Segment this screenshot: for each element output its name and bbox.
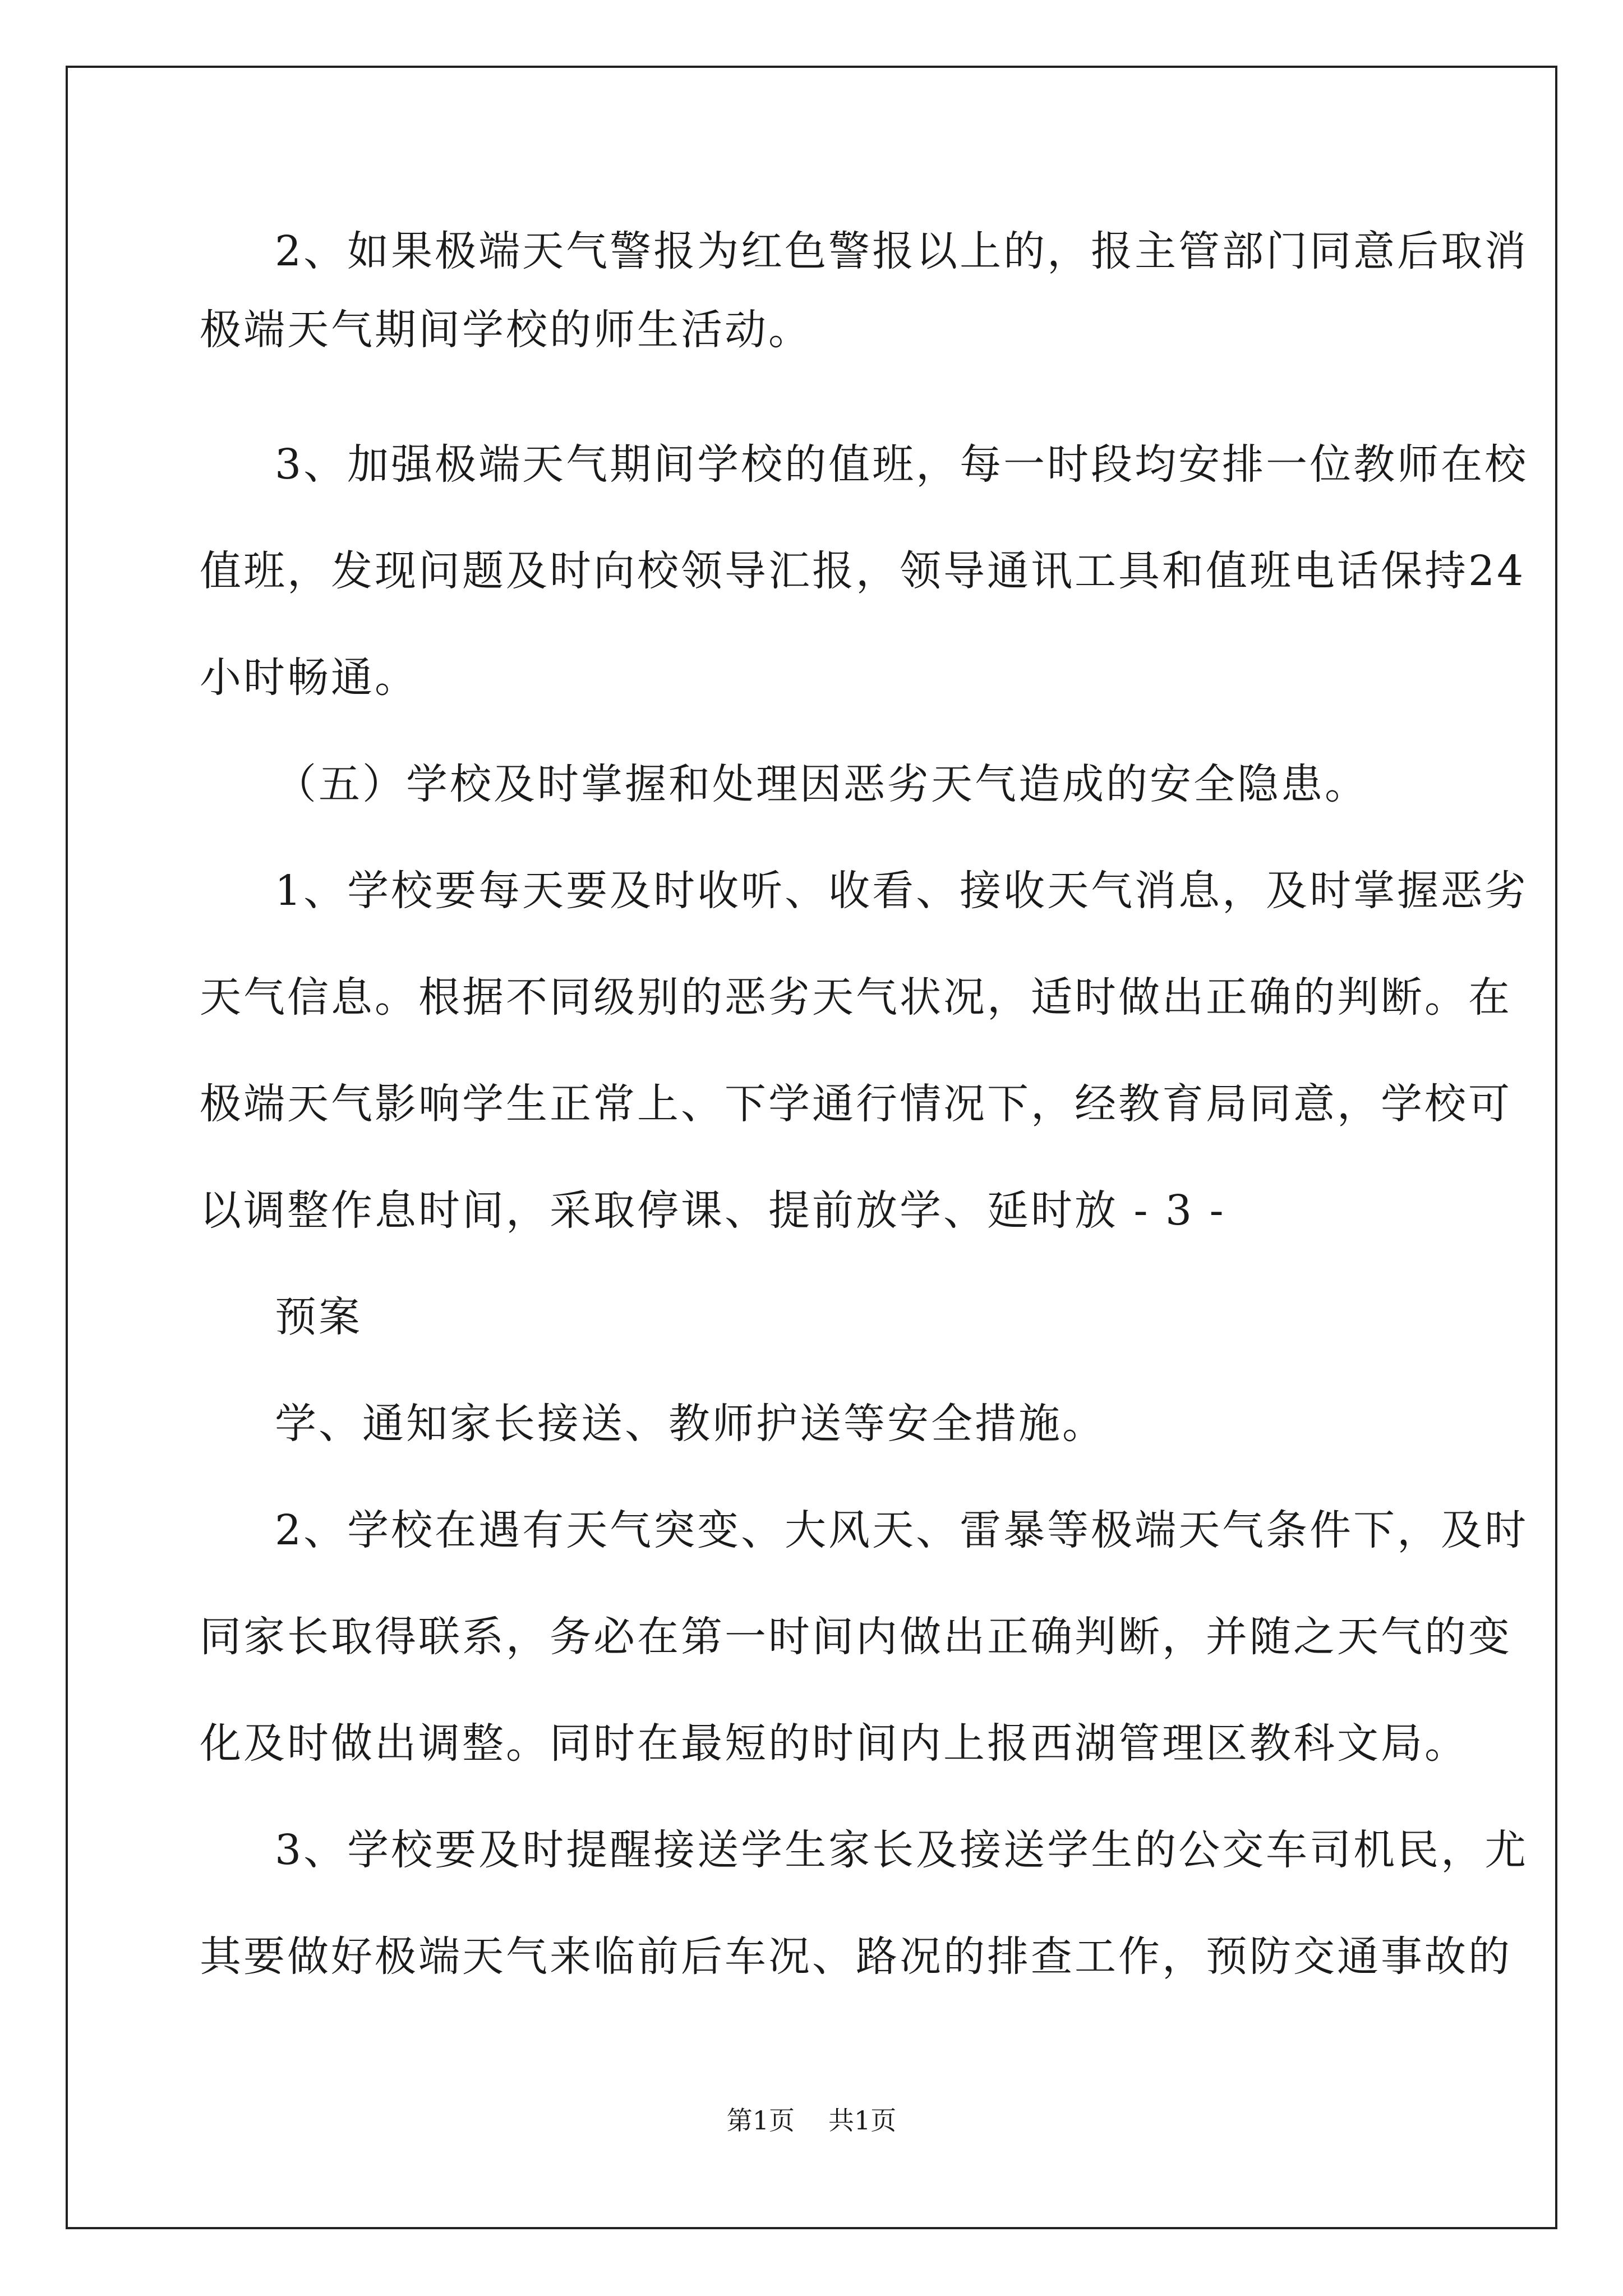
text-line: 其要做好极端天气来临前后车况、路况的排查工作，预防交通事故的: [200, 1932, 1512, 1981]
text-line: 3、学校要及时提醒接送学生家长及接送学生的公交车司机民，尤: [275, 1826, 1529, 1874]
text-line: 3、加强极端天气期间学校的值班，每一时段均安排一位教师在校: [275, 440, 1529, 489]
text-line: 天气信息。根据不同级别的恶劣天气状况，适时做出正确的判断。在: [200, 973, 1512, 1022]
text-line: 2、如果极端天气警报为红色警报以上的，报主管部门同意后取消: [275, 227, 1529, 275]
page-number: 第1页: [726, 2105, 795, 2136]
text-line: 值班，发现问题及时向校领导汇报，领导通讯工具和值班电话保持24: [200, 547, 1526, 595]
text-line: 小时畅通。: [200, 654, 418, 702]
page-border: [66, 66, 1557, 2229]
text-line: 1、学校要每天要及时收听、收看、接收天气消息，及时掌握恶劣: [275, 867, 1529, 915]
text-line: 预案: [275, 1293, 362, 1341]
text-line: 学、通知家长接送、教师护送等安全措施。: [275, 1400, 1106, 1448]
text-line: 以调整作息时间，采取停课、提前放学、延时放 - 3 -: [200, 1186, 1226, 1235]
text-line: （五）学校及时掌握和处理因恶劣天气造成的安全隐患。: [275, 760, 1368, 808]
text-line: 极端天气影响学生正常上、下学通行情况下，经教育局同意，学校可: [200, 1080, 1512, 1128]
page-footer: [0, 2104, 1623, 2137]
page-total: 共1页: [828, 2105, 897, 2136]
text-line: 2、学校在遇有天气突变、大风天、雷暴等极端天气条件下，及时: [275, 1506, 1529, 1554]
text-line: 极端天气期间学校的师生活动。: [200, 306, 812, 354]
text-line: 同家长取得联系，务必在第一时间内做出正确判断，并随之天气的变: [200, 1613, 1512, 1661]
text-line: 化及时做出调整。同时在最短的时间内上报西湖管理区教科文局。: [200, 1719, 1468, 1768]
